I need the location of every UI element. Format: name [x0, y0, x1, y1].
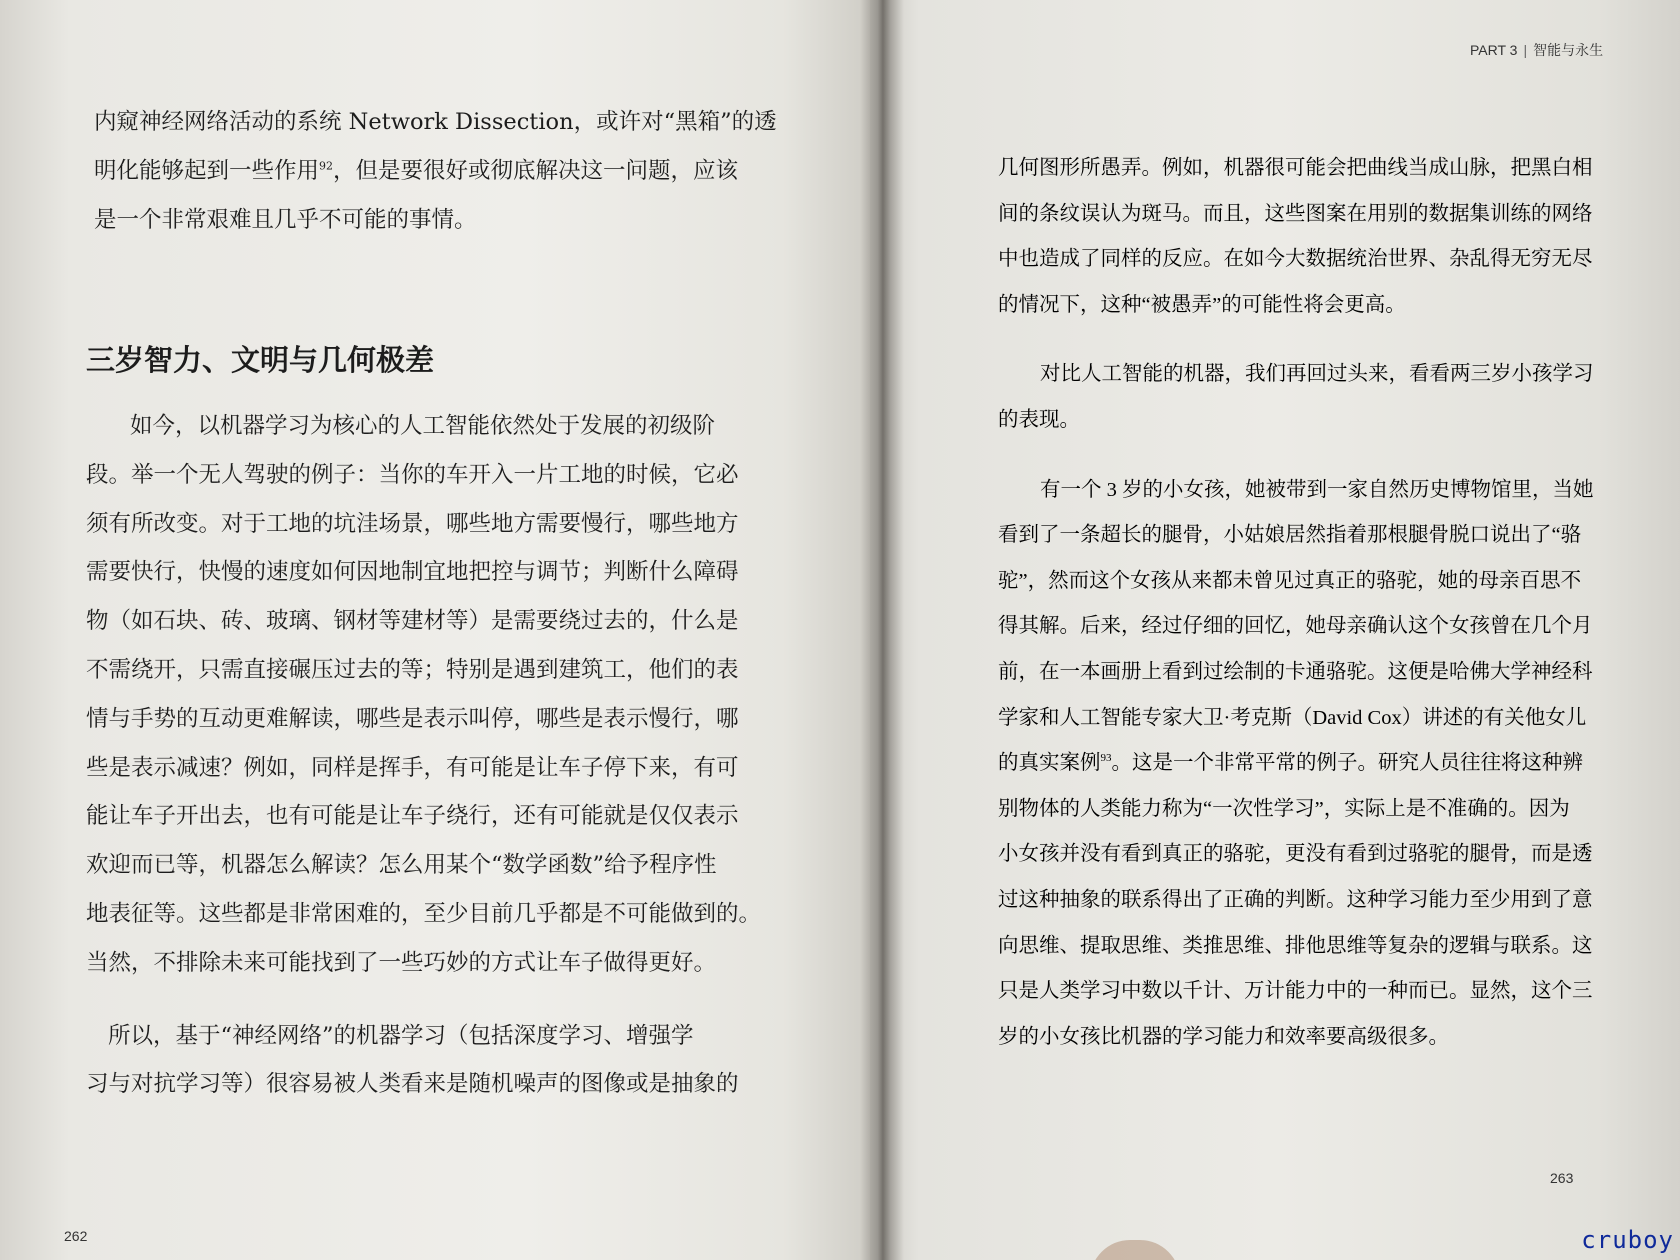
- text-line: 前，在一本画册上看到过绘制的卡通骆驼。这便是哈佛大学神经科: [998, 660, 1593, 683]
- text-line: 习与对抗学习等）很容易被人类看来是随机噪声的图像或是抽象的: [86, 1071, 739, 1098]
- text-line: 物（如石块、砖、玻璃、钢材等建材等）是需要绕过去的，什么是: [86, 608, 739, 635]
- paragraph: [998, 468, 1594, 1061]
- text-line: 须有所改变。对于工地的坑洼场景，哪些地方需要慢行，哪些地方: [86, 510, 739, 537]
- text-line: 过这种抽象的联系得出了正确的判断。这种学习能力至少用到了意: [998, 888, 1593, 911]
- text-line: 向思维、提取思维、类推思维、排他思维等复杂的逻辑与联系。这: [998, 934, 1593, 957]
- text-line: 不需绕开，只需直接碾压过去的等；特别是遇到建筑工，他们的表: [86, 656, 739, 683]
- text-line: 几何图形所愚弄。例如，机器很可能会把曲线当成山脉，把黑白相: [998, 157, 1593, 179]
- text-line: 岁的小女孩比机器的学习能力和效率要高级很多。: [998, 1025, 1449, 1048]
- text-line: 学家和人工智能专家大卫·考克斯（David Cox）讲述的有关他女儿: [998, 706, 1587, 729]
- text-line: 是一个非常艰难且几乎不可能的事情。: [94, 206, 477, 233]
- left-continued-text: [94, 98, 777, 244]
- text-line: 别物体的人类能力称为“一次性学习”，实际上是不准确的。因为: [998, 797, 1570, 820]
- running-head-part: PART 3: [1470, 42, 1518, 58]
- text-line: 所以，基于“神经网络”的机器学习（包括深度学习、增强学: [108, 1022, 694, 1049]
- text-line: 地表征等。这些都是非常困难的，至少目前几乎都是不可能做到的。: [86, 900, 762, 927]
- text-line: 的情况下，这种“被愚弄”的可能性将会更高。: [998, 293, 1406, 316]
- text-line: 需要快行，快慢的速度如何因地制宜地把控与调节；判断什么障碍: [86, 559, 739, 586]
- page-number: 262: [64, 1228, 88, 1244]
- text-line: 当然，不排除未来可能找到了一些巧妙的方式让车子做得更好。: [86, 949, 717, 976]
- text-line: 间的条纹误认为斑马。而且，这些图案在用别的数据集训练的网络: [998, 202, 1593, 225]
- text-line: 得其解。后来，经过仔细的回忆，她母亲确认这个女孩曾在几个月: [998, 615, 1593, 638]
- text-fragment: 。这是一个非常平常的例子。研究人员往往将这种辨: [1111, 752, 1583, 775]
- paragraph: [86, 402, 761, 988]
- text-fragment: 明化能够起到一些作用: [94, 157, 320, 184]
- text-line: 中也造成了同样的反应。在如今大数据统治世界、杂乱得无穷无尽: [998, 248, 1593, 271]
- right-body-text: [998, 146, 1594, 1060]
- book-gutter: [860, 0, 904, 1260]
- text-line: 情与手势的互动更难解读，哪些是表示叫停，哪些是表示慢行，哪: [86, 705, 739, 732]
- page-number: 263: [1550, 1170, 1574, 1186]
- running-head: PART 3 | 智能与永生: [1470, 42, 1604, 58]
- footnote-ref: 92: [319, 159, 334, 173]
- text-line: 只是人类学习中数以千计、万计能力中的一种而已。显然，这个三: [998, 980, 1593, 1003]
- watermark: cruboy: [1581, 1226, 1674, 1254]
- section-heading: 三岁智力、文明与几何极差: [86, 343, 435, 377]
- text-line: 些是表示减速？例如，同样是挥手，有可能是让车子停下来，有可: [86, 754, 739, 781]
- running-head-title: 智能与永生: [1533, 42, 1604, 58]
- paragraph: [998, 146, 1594, 328]
- left-body-text: [86, 402, 761, 1109]
- footnote-ref: 93: [1100, 752, 1112, 765]
- text-line: [998, 741, 1594, 787]
- text-line: 看到了一条超长的腿骨，小姑娘居然指着那根腿骨脱口说出了“骆: [998, 524, 1582, 547]
- paragraph: [998, 352, 1594, 443]
- text-line: 能让车子开出去，也有可能是让车子绕行，还有可能就是仅仅表示: [86, 803, 739, 830]
- text-line: [94, 147, 777, 196]
- text-line: 段。举一个无人驾驶的例子：当你的车开入一片工地的时候，它必: [86, 461, 739, 488]
- text-line: 欢迎而已等，机器怎么解读？怎么用某个“数学函数”给予程序性: [86, 852, 717, 879]
- text-fragment: ，但是要很好或彻底解决这一问题，应该: [333, 157, 739, 184]
- text-fragment: 的真实案例: [998, 752, 1101, 775]
- text-line: 如今，以机器学习为核心的人工智能依然处于发展的初级阶: [130, 413, 716, 439]
- text-line: 内窥神经网络活动的系统 Network Dissection，或许对“黑箱”的透: [94, 109, 777, 135]
- text-line: 驼”，然而这个女孩从来都未曾见过真正的骆驼，她的母亲百思不: [998, 569, 1582, 592]
- paragraph: [86, 1012, 761, 1110]
- text-line: 小女孩并没有看到真正的骆驼，更没有看到过骆驼的腿骨，而是透: [998, 843, 1593, 866]
- text-line: 有一个 3 岁的小女孩，她被带到一家自然历史博物馆里，当她: [1040, 478, 1594, 501]
- text-line: 的表现。: [998, 408, 1080, 431]
- text-line: 对比人工智能的机器，我们再回过头来，看看两三岁小孩学习: [1040, 363, 1594, 386]
